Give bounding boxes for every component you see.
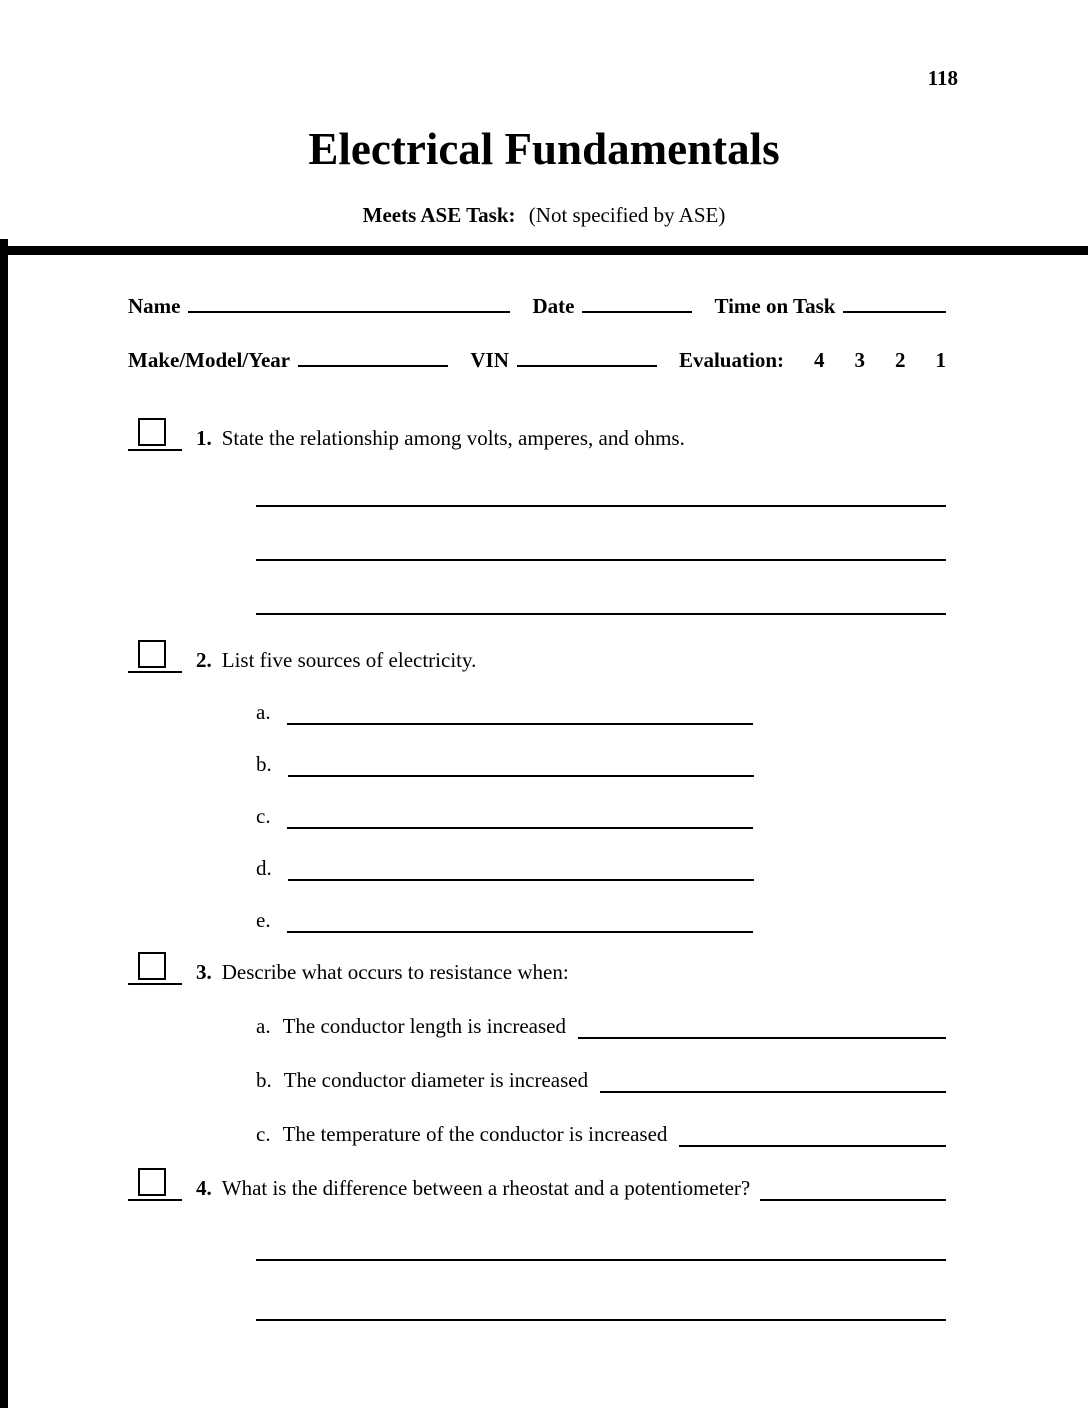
question-4-score-blank bbox=[128, 1163, 182, 1201]
item-text: The conductor length is increased bbox=[282, 1014, 566, 1039]
question-3-item bbox=[256, 1039, 946, 1093]
item-letter: a. bbox=[256, 1014, 271, 1039]
question-2-row bbox=[128, 635, 946, 673]
left-border-bar bbox=[0, 239, 8, 1408]
question-2-item bbox=[256, 777, 946, 829]
item-blank bbox=[288, 723, 754, 777]
question-4-row bbox=[128, 1163, 946, 1201]
question-1-number: 1. bbox=[196, 426, 212, 451]
page-title: Electrical Fundamentals bbox=[308, 124, 780, 174]
question-3-score-blank bbox=[128, 947, 182, 985]
item-blank bbox=[600, 1037, 946, 1093]
item-text: The temperature of the conductor is increased bbox=[282, 1122, 668, 1147]
question-2-item bbox=[256, 829, 946, 881]
header-fields-line-2 bbox=[128, 345, 946, 373]
checkbox-icon bbox=[138, 418, 166, 446]
item-letter: d. bbox=[256, 856, 272, 881]
item-blank bbox=[578, 983, 946, 1039]
question-2-score-blank bbox=[128, 635, 182, 673]
vin-label: VIN bbox=[470, 348, 509, 373]
item-letter: c. bbox=[256, 804, 271, 829]
worksheet-body bbox=[0, 291, 1088, 1321]
question-2-number: 2. bbox=[196, 648, 212, 673]
meets-ase-task-value: (Not specified by ASE) bbox=[528, 203, 726, 228]
question-3-text: Describe what occurs to resistance when: bbox=[221, 960, 569, 985]
item-blank bbox=[287, 775, 753, 829]
name-label: Name bbox=[128, 294, 181, 319]
section-divider-rule bbox=[0, 246, 1088, 255]
item-letter: a. bbox=[256, 700, 271, 725]
question-4-answer-line bbox=[256, 1201, 946, 1261]
item-letter: c. bbox=[256, 1122, 271, 1147]
question-4-text: What is the difference between a rheostat and a potentiometer? bbox=[221, 1176, 751, 1201]
question-4-answer-line bbox=[256, 1261, 946, 1321]
question-2-text: List five sources of electricity. bbox=[221, 648, 477, 673]
item-blank bbox=[287, 879, 753, 933]
checkbox-icon bbox=[138, 640, 166, 668]
question-2-item bbox=[256, 725, 946, 777]
question-1-text: State the relationship among volts, amperes, and ohms. bbox=[221, 426, 685, 451]
question-1-answer-line bbox=[256, 561, 946, 615]
question-4-number: 4. bbox=[196, 1176, 212, 1201]
evaluation-value-2: 2 bbox=[895, 348, 906, 373]
meets-ase-task-line bbox=[0, 203, 1088, 228]
evaluation-value-4: 4 bbox=[814, 348, 825, 373]
question-3-item bbox=[256, 1093, 946, 1147]
evaluation-value-3: 3 bbox=[854, 348, 865, 373]
item-letter: e. bbox=[256, 908, 271, 933]
date-blank bbox=[582, 291, 692, 313]
item-blank bbox=[679, 1091, 946, 1147]
item-text: The conductor diameter is increased bbox=[283, 1068, 589, 1093]
item-blank bbox=[287, 671, 753, 725]
question-1-row bbox=[128, 413, 946, 451]
question-3-item bbox=[256, 985, 946, 1039]
question-3-number: 3. bbox=[196, 960, 212, 985]
question-1-answer-line bbox=[256, 507, 946, 561]
date-label: Date bbox=[532, 294, 575, 319]
meets-ase-task-label: Meets ASE Task: bbox=[362, 203, 516, 228]
question-2-item bbox=[256, 881, 946, 933]
question-4-inline-blank bbox=[760, 1163, 946, 1201]
evaluation-label: Evaluation: bbox=[678, 348, 784, 373]
item-letter: b. bbox=[256, 752, 272, 777]
page-number: 118 bbox=[927, 66, 958, 90]
checkbox-icon bbox=[138, 952, 166, 980]
make-model-year-blank bbox=[298, 345, 448, 367]
make-model-year-label: Make/Model/Year bbox=[128, 348, 291, 373]
evaluation-value-1: 1 bbox=[935, 348, 946, 373]
question-3-row bbox=[128, 947, 946, 985]
time-on-task-label: Time on Task bbox=[714, 294, 836, 319]
checkbox-icon bbox=[138, 1168, 166, 1196]
question-2-item bbox=[256, 673, 946, 725]
item-letter: b. bbox=[256, 1068, 272, 1093]
question-1-score-blank bbox=[128, 413, 182, 451]
vin-blank bbox=[517, 345, 657, 367]
name-blank bbox=[188, 291, 510, 313]
time-on-task-blank bbox=[843, 291, 946, 313]
question-1-answer-line bbox=[256, 453, 946, 507]
item-blank bbox=[288, 827, 754, 881]
header-fields-line-1 bbox=[128, 291, 946, 319]
